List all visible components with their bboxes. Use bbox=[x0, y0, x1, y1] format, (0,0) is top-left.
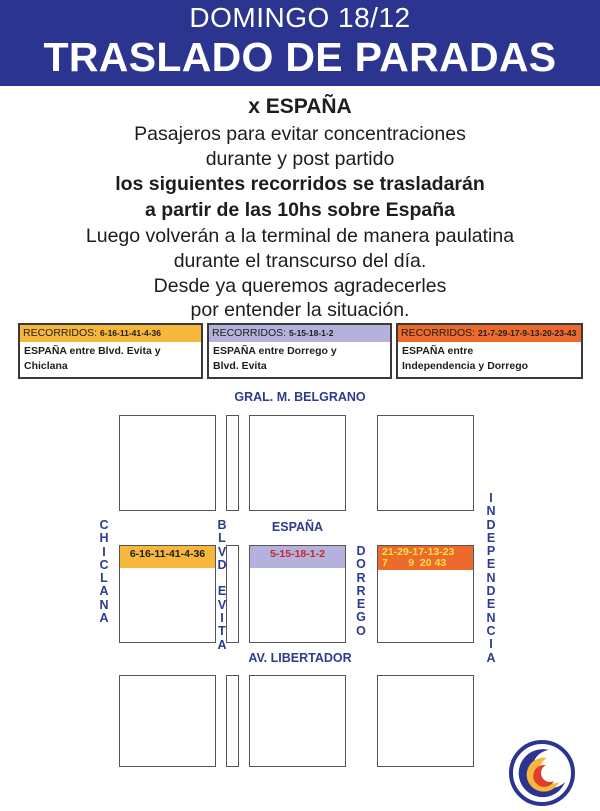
street-letter: R bbox=[356, 570, 366, 585]
stop-1-label: 6-16-11-41-4-36 bbox=[129, 548, 206, 560]
message-line-7: Desde ya queremos agradecerles bbox=[153, 275, 447, 297]
city-block bbox=[119, 675, 216, 767]
city-block bbox=[119, 415, 216, 511]
street-letter: G bbox=[356, 610, 366, 625]
street-letter: N bbox=[486, 570, 496, 585]
route-box-2-header bbox=[209, 325, 390, 342]
street-letter: C bbox=[486, 623, 496, 638]
route-box-1-prefix: RECORRIDOS: bbox=[23, 327, 98, 339]
street-letter: I bbox=[102, 544, 106, 559]
crescent-logo-icon bbox=[509, 740, 575, 806]
city-block bbox=[377, 415, 474, 511]
route-box-3 bbox=[396, 323, 583, 379]
street-letter: E bbox=[486, 557, 496, 572]
route-box-3-header bbox=[398, 325, 581, 342]
city-block bbox=[377, 675, 474, 767]
street-label-dorrego bbox=[353, 545, 369, 638]
street-letter: H bbox=[99, 531, 109, 546]
route-box-2-line-1: ESPAÑA entre Dorrego y bbox=[213, 345, 337, 357]
message-line-3: los siguientes recorridos se trasladarán bbox=[115, 173, 485, 195]
route-box-1-routes: 6-16-11-41-4-36 bbox=[100, 328, 161, 338]
street-label-blvd-evita bbox=[214, 519, 230, 652]
street-letter: V bbox=[217, 544, 227, 559]
street-letter: D bbox=[486, 517, 496, 532]
street-label-independencia bbox=[483, 492, 499, 665]
street-letter: C bbox=[99, 557, 109, 572]
street-label-libertador: AV. LIBERTADOR bbox=[248, 651, 352, 665]
city-block bbox=[249, 675, 346, 767]
stop-3-line-1: 21-29-17-13-23 bbox=[382, 546, 455, 558]
city-block bbox=[249, 415, 346, 511]
route-box-1-line-1: ESPAÑA entre Blvd. Evita y bbox=[24, 345, 161, 357]
street-letter: I bbox=[489, 637, 493, 652]
street-letter: I bbox=[220, 611, 224, 626]
stop-dorrego-independencia bbox=[378, 546, 473, 570]
street-letter: D bbox=[217, 557, 227, 572]
street-letter: V bbox=[217, 597, 227, 612]
stop-3-line-2: 7 9 20 43 bbox=[382, 557, 447, 569]
street-letter: D bbox=[356, 544, 366, 558]
street-letter: N bbox=[99, 597, 109, 612]
route-box-2-prefix: RECORRIDOS: bbox=[212, 327, 287, 339]
route-box-1-header bbox=[20, 325, 201, 342]
street-letter: C bbox=[99, 518, 109, 532]
street-letter: L bbox=[218, 531, 226, 546]
message-line-4: a partir de las 10hs sobre España bbox=[145, 199, 455, 221]
street-letter: E bbox=[486, 530, 496, 545]
street-letter: P bbox=[486, 544, 496, 559]
street-letter: L bbox=[100, 571, 108, 586]
street-letter: R bbox=[356, 583, 366, 598]
header-banner bbox=[0, 0, 600, 86]
street-label-chiclana bbox=[96, 519, 112, 625]
header-title: TRASLADO DE PARADAS bbox=[43, 34, 557, 80]
street-letter: A bbox=[217, 637, 227, 652]
street-letter: N bbox=[486, 610, 496, 625]
street-letter: D bbox=[486, 584, 496, 599]
street-label-espana: ESPAÑA bbox=[271, 520, 324, 534]
street-letter: N bbox=[486, 504, 496, 519]
message-line-5: Luego volverán a la terminal de manera paulatina bbox=[85, 225, 515, 247]
street-letter: A bbox=[486, 650, 496, 665]
street-letter: I bbox=[489, 491, 493, 505]
route-box-2-routes: 5-15-18-1-2 bbox=[289, 328, 334, 338]
route-box-3-line-2: Independencia y Dorrego bbox=[402, 360, 529, 372]
route-box-2 bbox=[207, 323, 392, 379]
message-subtitle: x ESPAÑA bbox=[248, 95, 352, 118]
street-letter: A bbox=[99, 584, 109, 599]
street-letter: O bbox=[356, 623, 366, 638]
street-label-belgrano: GRAL. M. BELGRANO bbox=[234, 390, 366, 404]
route-box-1 bbox=[18, 323, 203, 379]
header-date: DOMINGO 18/12 bbox=[189, 2, 411, 33]
street-letter: T bbox=[218, 624, 226, 639]
stop-evita-dorrego bbox=[250, 546, 345, 568]
message-line-1: Pasajeros para evitar concentraciones bbox=[134, 123, 466, 145]
street-letter: B bbox=[217, 518, 227, 532]
street-letter: E bbox=[356, 597, 366, 612]
street-letter: E bbox=[217, 584, 227, 599]
stop-chiclana-evita bbox=[120, 546, 215, 568]
street-letter: E bbox=[486, 597, 496, 612]
boulevard-median bbox=[226, 675, 239, 767]
stop-2-label: 5-15-18-1-2 bbox=[270, 548, 325, 560]
message-line-2: durante y post partido bbox=[205, 148, 395, 170]
route-box-1-line-2: Chiclana bbox=[24, 360, 68, 372]
street-letter: O bbox=[356, 557, 366, 572]
route-box-3-line-1: ESPAÑA entre bbox=[402, 345, 474, 357]
route-box-3-prefix: RECORRIDOS: bbox=[401, 327, 476, 339]
street-letter: A bbox=[99, 611, 109, 626]
message-line-6: durante el transcurso del día. bbox=[173, 250, 427, 272]
route-box-2-line-2: Blvd. Evita bbox=[213, 360, 267, 372]
route-box-3-routes: 21-7-29-17-9-13-20-23-43 bbox=[478, 328, 577, 338]
boulevard-median bbox=[226, 415, 239, 511]
message-line-8: por entender la situación. bbox=[190, 299, 410, 321]
street-letter bbox=[214, 572, 230, 585]
